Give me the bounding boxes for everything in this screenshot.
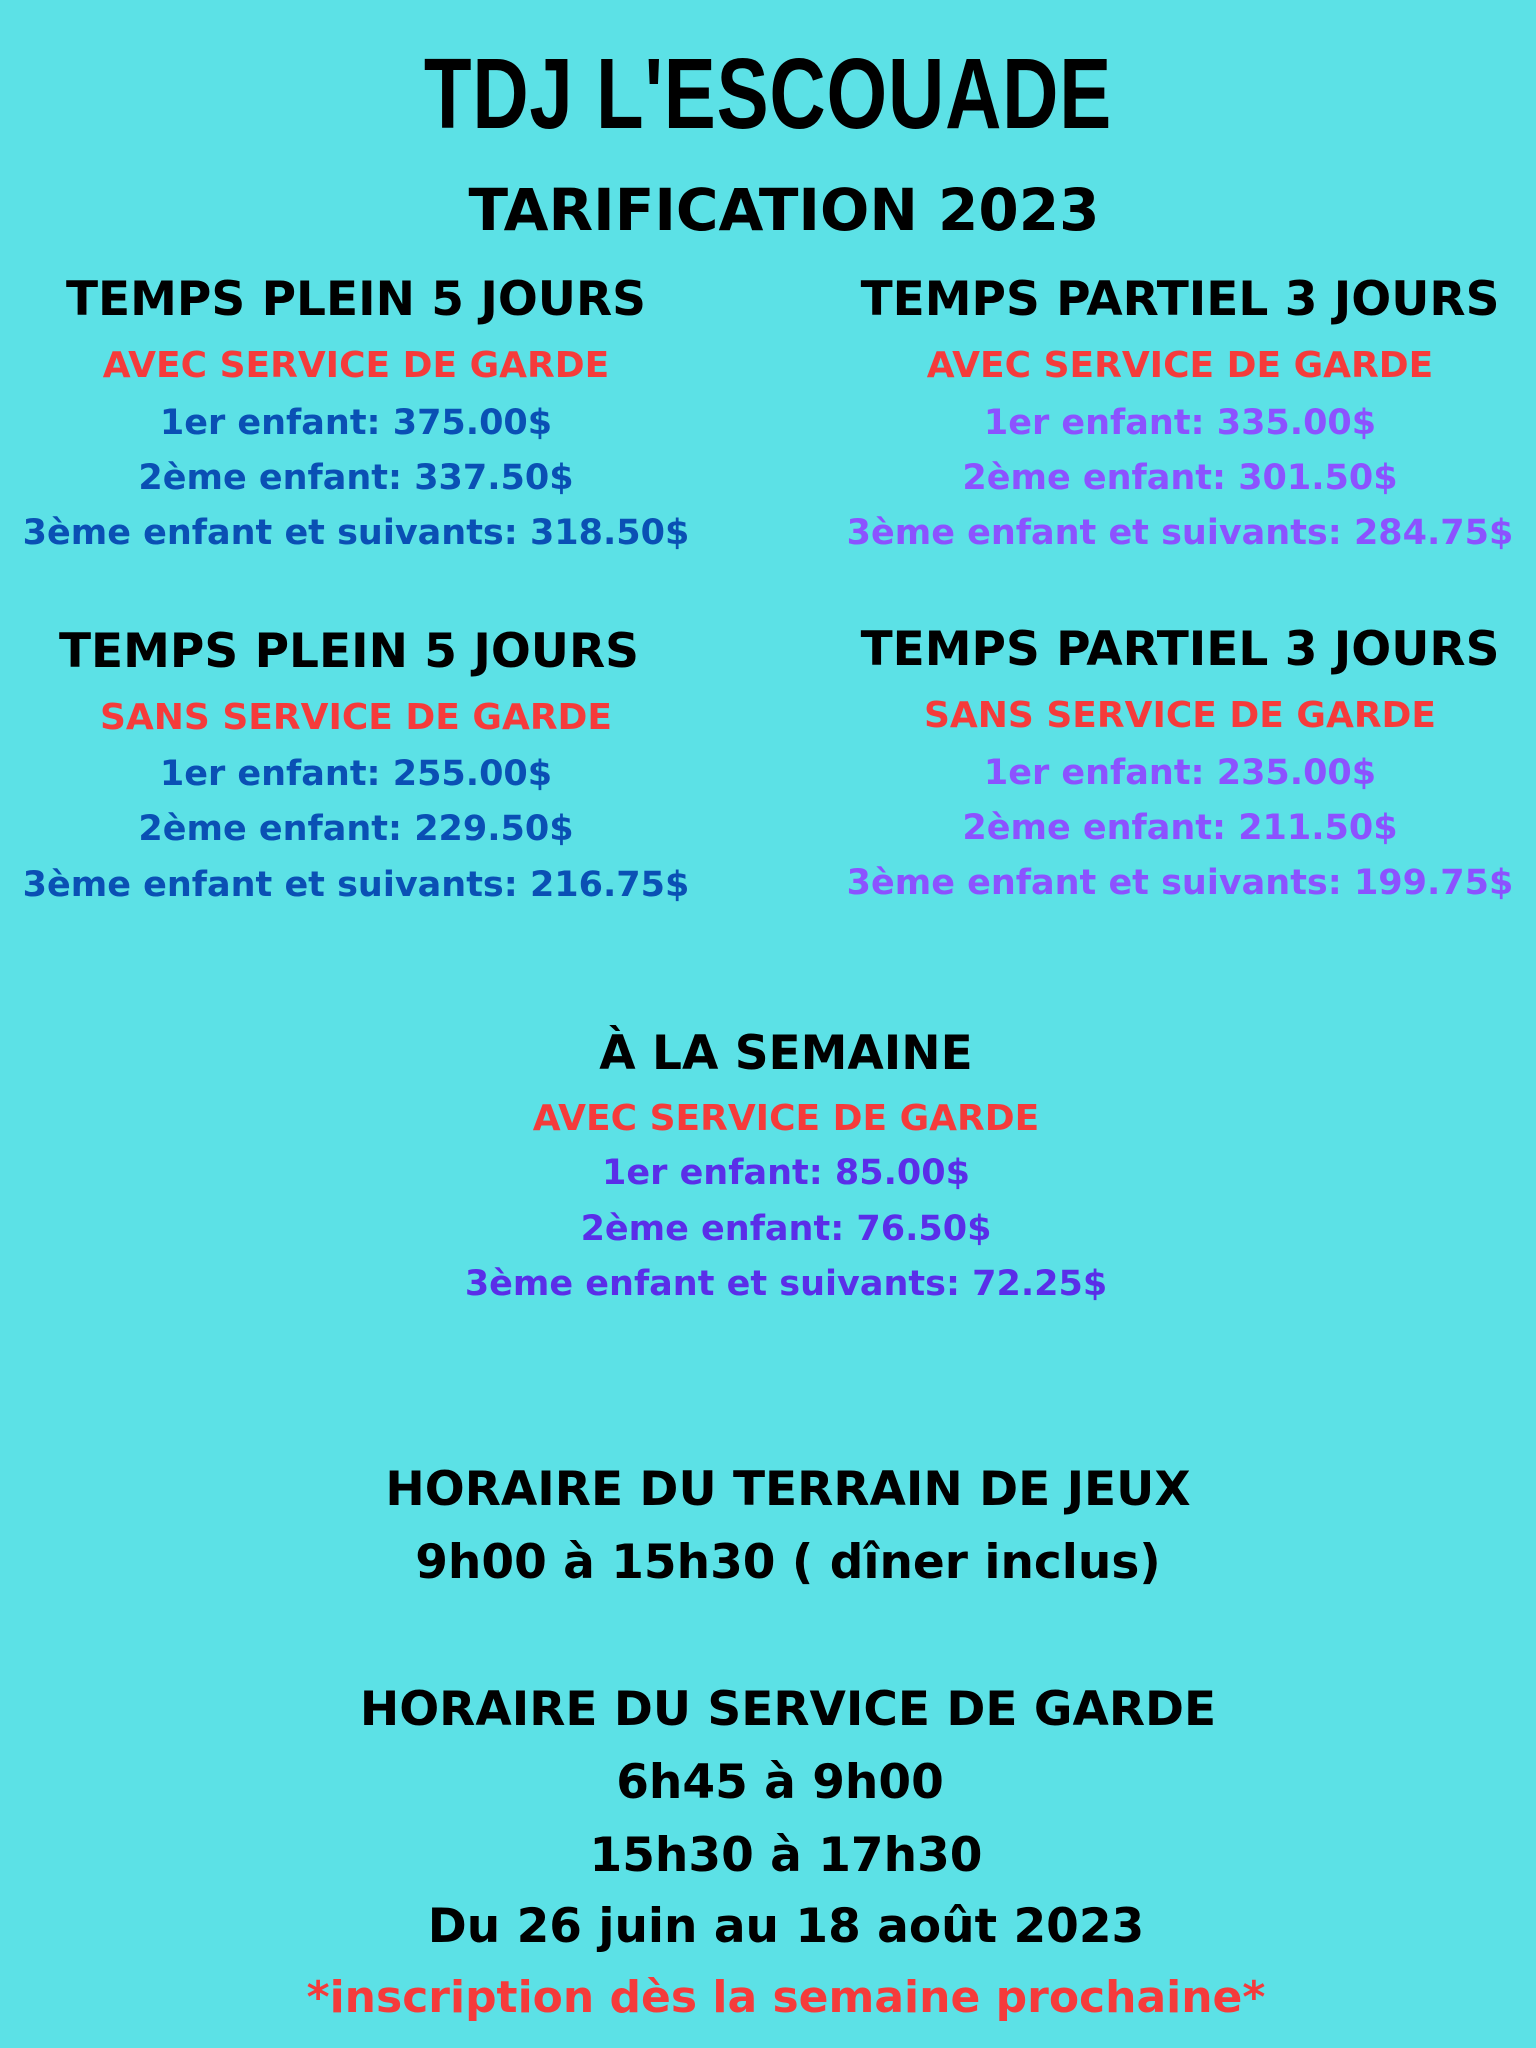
price-first-child: 1er enfant: 335.00$ — [983, 403, 1377, 443]
page-title: TDJ L'ESCOUADE — [423, 38, 1113, 150]
plan-heading: À LA SEMAINE — [599, 1026, 973, 1081]
plan-service-label: AVEC SERVICE DE GARDE — [926, 345, 1434, 386]
daycare-morning-hours: 6h45 à 9h00 — [616, 1755, 944, 1810]
plan-heading: TEMPS PARTIEL 3 JOURS — [860, 272, 1500, 327]
price-second-child: 2ème enfant: 337.50$ — [138, 458, 574, 498]
price-third-child: 3ème enfant et suivants: 318.50$ — [22, 513, 690, 553]
price-third-child: 3ème enfant et suivants: 216.75$ — [22, 865, 690, 905]
price-first-child: 1er enfant: 235.00$ — [983, 753, 1377, 793]
season-dates: Du 26 juin au 18 août 2023 — [427, 1899, 1145, 1954]
daycare-hours-heading: HORAIRE DU SERVICE DE GARDE — [359, 1682, 1217, 1737]
page-subtitle: TARIFICATION 2023 — [468, 176, 1100, 244]
plan-service-label: AVEC SERVICE DE GARDE — [532, 1098, 1040, 1139]
price-second-child: 2ème enfant: 301.50$ — [962, 458, 1398, 498]
price-third-child: 3ème enfant et suivants: 284.75$ — [846, 513, 1514, 553]
plan-service-label: AVEC SERVICE DE GARDE — [102, 345, 610, 386]
price-third-child: 3ème enfant et suivants: 199.75$ — [846, 863, 1514, 903]
plan-heading: TEMPS PARTIEL 3 JOURS — [860, 622, 1500, 677]
plan-heading: TEMPS PLEIN 5 JOURS — [66, 272, 646, 327]
price-first-child: 1er enfant: 375.00$ — [159, 403, 553, 443]
plan-service-label: SANS SERVICE DE GARDE — [923, 695, 1437, 736]
plan-heading: TEMPS PLEIN 5 JOURS — [59, 624, 639, 679]
price-second-child: 2ème enfant: 76.50$ — [580, 1209, 992, 1249]
price-first-child: 1er enfant: 255.00$ — [159, 754, 553, 794]
plan-service-label: SANS SERVICE DE GARDE — [99, 697, 613, 738]
price-first-child: 1er enfant: 85.00$ — [602, 1153, 970, 1193]
price-second-child: 2ème enfant: 211.50$ — [962, 808, 1398, 848]
price-third-child: 3ème enfant et suivants: 72.25$ — [464, 1264, 1108, 1304]
price-second-child: 2ème enfant: 229.50$ — [138, 809, 574, 849]
playground-hours-heading: HORAIRE DU TERRAIN DE JEUX — [385, 1462, 1191, 1517]
daycare-evening-hours: 15h30 à 17h30 — [589, 1828, 983, 1883]
registration-note: *inscription dès la semaine prochaine* — [306, 1972, 1266, 2023]
playground-hours: 9h00 à 15h30 ( dîner inclus) — [415, 1535, 1161, 1590]
